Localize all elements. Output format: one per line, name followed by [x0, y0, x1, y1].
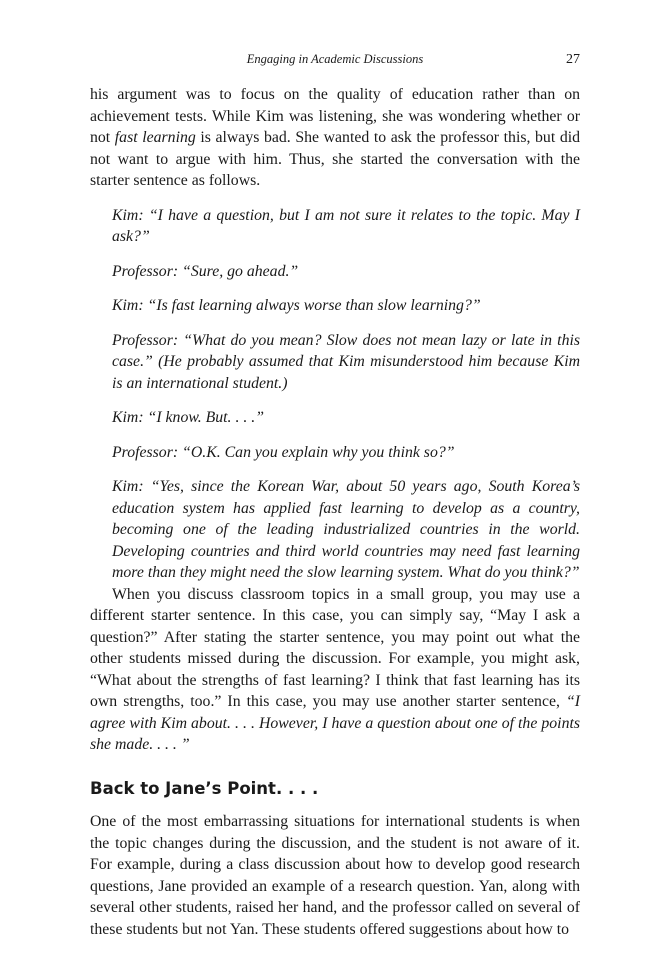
- paragraph-text: When you discuss classroom topics in a small group, you may use a different starter sentence. In this case, you can simply say, “May I ask a question?” After stating the starter sentence, you may point out what the other students missed during the discussion. For example, you might ask, “What about the strengths of fast learning? I think that fast learning has its own strengths, too.” In this case, you may use another starter sentence,: [90, 585, 580, 710]
- intro-text-2: is always bad. She wanted to ask the professor this, but did not want to argue with him. Thus, she started the conversation with the starter sentence as follows.: [90, 129, 581, 189]
- running-title: Engaging in Academic Discussions: [246, 52, 424, 66]
- body-paragraph: [90, 584, 580, 756]
- dialog-line: Kim: “Yes, since the Korean War, about 50 years ago, South Korea’s education system has applied fast learning to develop as a country, becoming one of the leading industrialized countries in the world. Developing countries and third world countries may need fast learning more than they might need the slow learning system. What do you think?”: [112, 478, 580, 581]
- dialog-line: Kim: “Is fast learning always worse than slow learning?”: [112, 297, 481, 314]
- section-heading: Back to Jane’s Point. . . .: [90, 778, 319, 798]
- dialog-line: Kim: “I have a question, but I am not sure it relates to the topic. May I ask?”: [112, 206, 580, 245]
- dialog-block: [112, 205, 580, 584]
- page-number: 27: [566, 52, 580, 67]
- running-head: [90, 52, 580, 72]
- dialog-line: Professor: “O.K. Can you explain why you think so?”: [112, 443, 455, 461]
- intro-text-1: his argument was to focus on the quality of education rather than on achievement tests. While Kim was listening, she was wondering whether or not: [90, 86, 580, 146]
- intro-paragraph: [90, 84, 580, 192]
- page-body: [90, 84, 580, 940]
- dialog-line: Professor: “Sure, go ahead.”: [112, 262, 299, 280]
- dialog-line: Professor: “What do you mean? Slow does not mean lazy or late in this case.” (He probably assumed that Kim misunderstood him because Kim is an international student.): [112, 331, 580, 392]
- dialog-line: Kim: “I know. But. . . .”: [112, 409, 264, 426]
- section-paragraph: One of the most embarrassing situations for international students is when the topic changes during the discussion, and the student is not aware of it. For example, during a class discussion about how to develop good research questions, Jane provided an example of a research question. Yan, along with several other students, raised her hand, and the professor called on several of these students but not Yan. These students offered suggestions about how to: [90, 813, 580, 938]
- paragraph-italic-quote: “I agree with Kim about. . . . However, I have a question about one of the points she made. . . . ”: [90, 693, 580, 753]
- book-page: [90, 52, 580, 940]
- intro-italic-term: fast learning: [114, 129, 196, 146]
